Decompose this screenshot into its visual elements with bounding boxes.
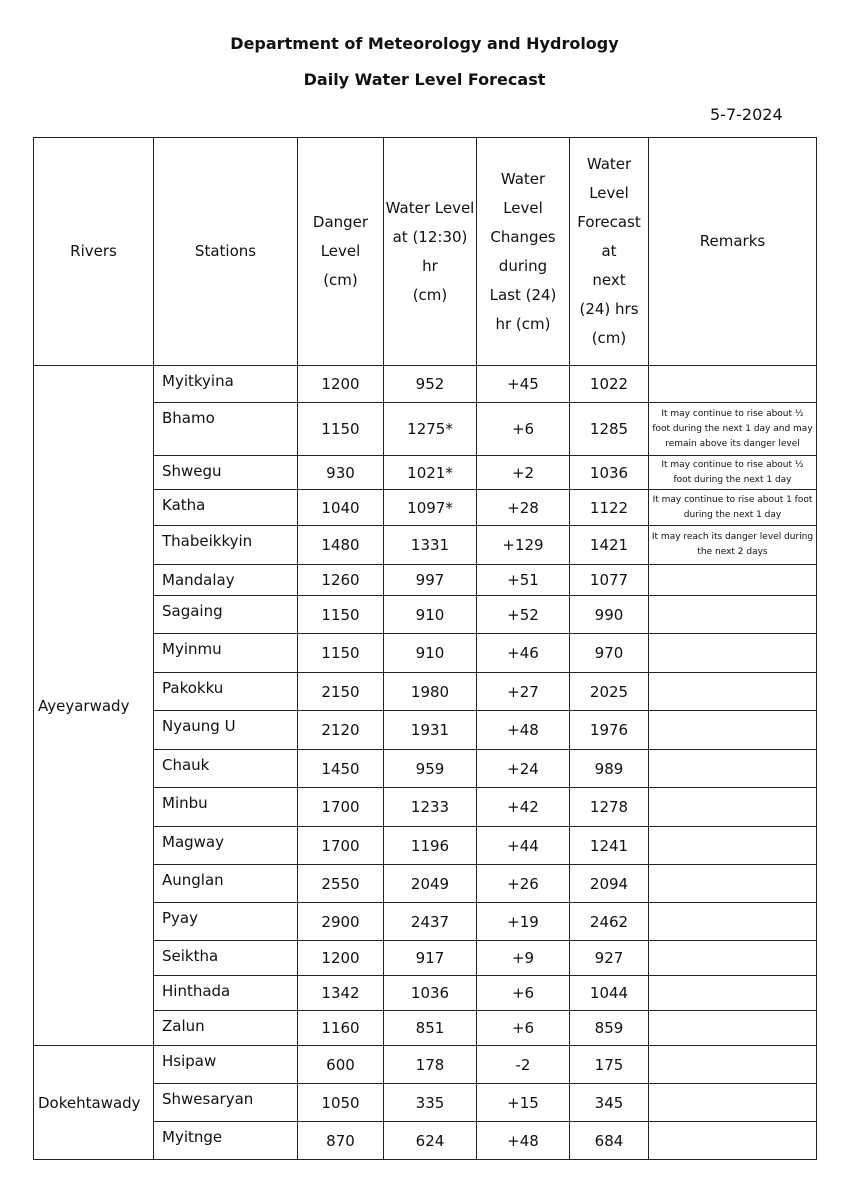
org-title: Department of Meteorology and Hydrology xyxy=(230,34,619,53)
forecast-cell: 1241 xyxy=(570,827,649,865)
station-cell: Pakokku xyxy=(154,673,298,711)
remarks-cell xyxy=(649,976,817,1011)
forecast-cell: 175 xyxy=(570,1046,649,1084)
station-cell: Sagaing xyxy=(154,596,298,634)
remark-line: the next 2 days xyxy=(697,547,768,557)
report-date: 5-7-2024 xyxy=(710,105,783,124)
danger-level-cell: 1150 xyxy=(298,403,384,456)
forecast-cell: 990 xyxy=(570,596,649,634)
remarks-cell xyxy=(649,711,817,750)
remark-line: foot during the next 1 day and may xyxy=(652,423,813,434)
level-change-cell: +9 xyxy=(477,941,570,976)
table-row xyxy=(34,1046,817,1084)
remarks-cell xyxy=(649,526,817,565)
station-cell: Myitkyina xyxy=(154,366,298,403)
level-change-cell: +42 xyxy=(477,788,570,827)
station-cell: Magway xyxy=(154,827,298,865)
forecast-cell: 684 xyxy=(570,1122,649,1160)
remarks-cell xyxy=(649,490,817,526)
forecast-cell: 345 xyxy=(570,1084,649,1122)
station-cell: Shwesaryan xyxy=(154,1084,298,1122)
remarks-cell xyxy=(649,1011,817,1046)
station-cell: Hinthada xyxy=(154,976,298,1011)
water-level-cell: 910 xyxy=(384,596,477,634)
remarks-cell xyxy=(649,1122,817,1160)
remarks-cell xyxy=(649,903,817,941)
level-change-cell: +28 xyxy=(477,490,570,526)
level-change-cell: +48 xyxy=(477,1122,570,1160)
level-change-cell: +46 xyxy=(477,634,570,673)
water-level-cell: 2437 xyxy=(384,903,477,941)
remarks-cell xyxy=(649,366,817,403)
water-level-cell: 1980 xyxy=(384,673,477,711)
danger-level-cell: 2150 xyxy=(298,673,384,711)
forecast-cell: 1285 xyxy=(570,403,649,456)
remarks-cell xyxy=(649,634,817,673)
remark-line: It may reach its danger level during xyxy=(651,532,814,542)
station-cell: Mandalay xyxy=(154,565,298,596)
danger-level-cell: 1260 xyxy=(298,565,384,596)
remarks-cell xyxy=(649,941,817,976)
danger-level-cell: 600 xyxy=(298,1046,384,1084)
forecast-cell: 2462 xyxy=(570,903,649,941)
danger-level-cell: 1160 xyxy=(298,1011,384,1046)
level-change-cell: -2 xyxy=(477,1046,570,1084)
remarks-cell xyxy=(649,1084,817,1122)
station-cell: Nyaung U xyxy=(154,711,298,750)
danger-level-cell: 1040 xyxy=(298,490,384,526)
danger-level-cell: 2550 xyxy=(298,865,384,903)
water-level-cell: 624 xyxy=(384,1122,477,1160)
remark-line: foot during the next 1 day xyxy=(673,474,792,485)
water-level-cell: 1233 xyxy=(384,788,477,827)
water-level-cell: 1021* xyxy=(384,456,477,490)
report-title: Daily Water Level Forecast xyxy=(303,70,546,89)
forecast-cell: 1976 xyxy=(570,711,649,750)
station-cell: Seiktha xyxy=(154,941,298,976)
danger-level-cell: 1200 xyxy=(298,941,384,976)
remark-line: It may continue to rise about 1 foot xyxy=(652,494,813,505)
remarks-cell xyxy=(649,403,817,456)
forecast-cell: 859 xyxy=(570,1011,649,1046)
station-cell: Myinmu xyxy=(154,634,298,673)
col-rivers: Rivers xyxy=(34,138,154,366)
water-level-cell: 1097* xyxy=(384,490,477,526)
remark-line: It may continue to rise about ½ xyxy=(661,459,804,470)
water-level-cell: 1931 xyxy=(384,711,477,750)
river-cell: Ayeyarwady xyxy=(34,366,154,1046)
danger-level-cell: 2900 xyxy=(298,903,384,941)
forecast-cell: 1421 xyxy=(570,526,649,565)
remarks-cell xyxy=(649,673,817,711)
level-change-cell: +45 xyxy=(477,366,570,403)
danger-level-cell: 1150 xyxy=(298,596,384,634)
forecast-cell: 1036 xyxy=(570,456,649,490)
water-level-cell: 997 xyxy=(384,565,477,596)
danger-level-cell: 930 xyxy=(298,456,384,490)
water-level-cell: 952 xyxy=(384,366,477,403)
danger-level-cell: 870 xyxy=(298,1122,384,1160)
forecast-cell: 1022 xyxy=(570,366,649,403)
remarks-cell xyxy=(649,1046,817,1084)
level-change-cell: +48 xyxy=(477,711,570,750)
station-cell: Thabeikkyin xyxy=(154,526,298,565)
station-cell: Hsipaw xyxy=(154,1046,298,1084)
level-change-cell: +15 xyxy=(477,1084,570,1122)
level-change-cell: +6 xyxy=(477,1011,570,1046)
water-level-table xyxy=(33,137,817,1160)
col-level-changes: Water Level Changes during Last (24) hr (cm) xyxy=(477,138,570,366)
station-cell: Pyay xyxy=(154,903,298,941)
col-danger-level: Danger Level (cm) xyxy=(298,138,384,366)
level-change-cell: +26 xyxy=(477,865,570,903)
station-cell: Shwegu xyxy=(154,456,298,490)
water-level-cell: 917 xyxy=(384,941,477,976)
level-change-cell: +44 xyxy=(477,827,570,865)
col-stations: Stations xyxy=(154,138,298,366)
level-change-cell: +27 xyxy=(477,673,570,711)
forecast-cell: 1044 xyxy=(570,976,649,1011)
forecast-cell: 989 xyxy=(570,750,649,788)
col-forecast: Water Level Forecast at next (24) hrs (cm) xyxy=(570,138,649,366)
station-cell: Katha xyxy=(154,490,298,526)
remarks-cell xyxy=(649,456,817,490)
remark-line: remain above its danger level xyxy=(665,438,800,449)
water-level-cell: 959 xyxy=(384,750,477,788)
level-change-cell: +19 xyxy=(477,903,570,941)
station-cell: Aunglan xyxy=(154,865,298,903)
level-change-cell: +24 xyxy=(477,750,570,788)
water-level-cell: 335 xyxy=(384,1084,477,1122)
water-level-cell: 1331 xyxy=(384,526,477,565)
level-change-cell: +6 xyxy=(477,403,570,456)
remarks-cell xyxy=(649,565,817,596)
forecast-cell: 2025 xyxy=(570,673,649,711)
header-row xyxy=(34,138,817,366)
water-level-cell: 1036 xyxy=(384,976,477,1011)
water-level-cell: 178 xyxy=(384,1046,477,1084)
station-cell: Chauk xyxy=(154,750,298,788)
col-water-level: Water Level at (12:30) hr (cm) xyxy=(384,138,477,366)
level-change-cell: +52 xyxy=(477,596,570,634)
danger-level-cell: 1150 xyxy=(298,634,384,673)
water-level-cell: 851 xyxy=(384,1011,477,1046)
danger-level-cell: 2120 xyxy=(298,711,384,750)
level-change-cell: +6 xyxy=(477,976,570,1011)
forecast-cell: 2094 xyxy=(570,865,649,903)
col-remarks: Remarks xyxy=(649,138,817,366)
water-level-cell: 1196 xyxy=(384,827,477,865)
forecast-cell: 1278 xyxy=(570,788,649,827)
station-cell: Zalun xyxy=(154,1011,298,1046)
remarks-cell xyxy=(649,827,817,865)
river-cell: Dokehtawady xyxy=(34,1046,154,1160)
remarks-cell xyxy=(649,788,817,827)
remark-line: It may continue to rise about ½ xyxy=(661,408,804,419)
level-change-cell: +129 xyxy=(477,526,570,565)
danger-level-cell: 1342 xyxy=(298,976,384,1011)
danger-level-cell: 1050 xyxy=(298,1084,384,1122)
forecast-cell: 1077 xyxy=(570,565,649,596)
danger-level-cell: 1450 xyxy=(298,750,384,788)
water-level-cell: 1275* xyxy=(384,403,477,456)
remark-line: during the next 1 day xyxy=(683,509,782,520)
station-cell: Bhamo xyxy=(154,403,298,456)
water-level-cell: 910 xyxy=(384,634,477,673)
station-cell: Myitnge xyxy=(154,1122,298,1160)
remarks-cell xyxy=(649,596,817,634)
remarks-cell xyxy=(649,750,817,788)
danger-level-cell: 1700 xyxy=(298,827,384,865)
station-cell: Minbu xyxy=(154,788,298,827)
level-change-cell: +51 xyxy=(477,565,570,596)
forecast-cell: 1122 xyxy=(570,490,649,526)
danger-level-cell: 1200 xyxy=(298,366,384,403)
forecast-cell: 927 xyxy=(570,941,649,976)
danger-level-cell: 1700 xyxy=(298,788,384,827)
forecast-cell: 970 xyxy=(570,634,649,673)
water-level-cell: 2049 xyxy=(384,865,477,903)
danger-level-cell: 1480 xyxy=(298,526,384,565)
remarks-cell xyxy=(649,865,817,903)
level-change-cell: +2 xyxy=(477,456,570,490)
table-row xyxy=(34,366,817,403)
